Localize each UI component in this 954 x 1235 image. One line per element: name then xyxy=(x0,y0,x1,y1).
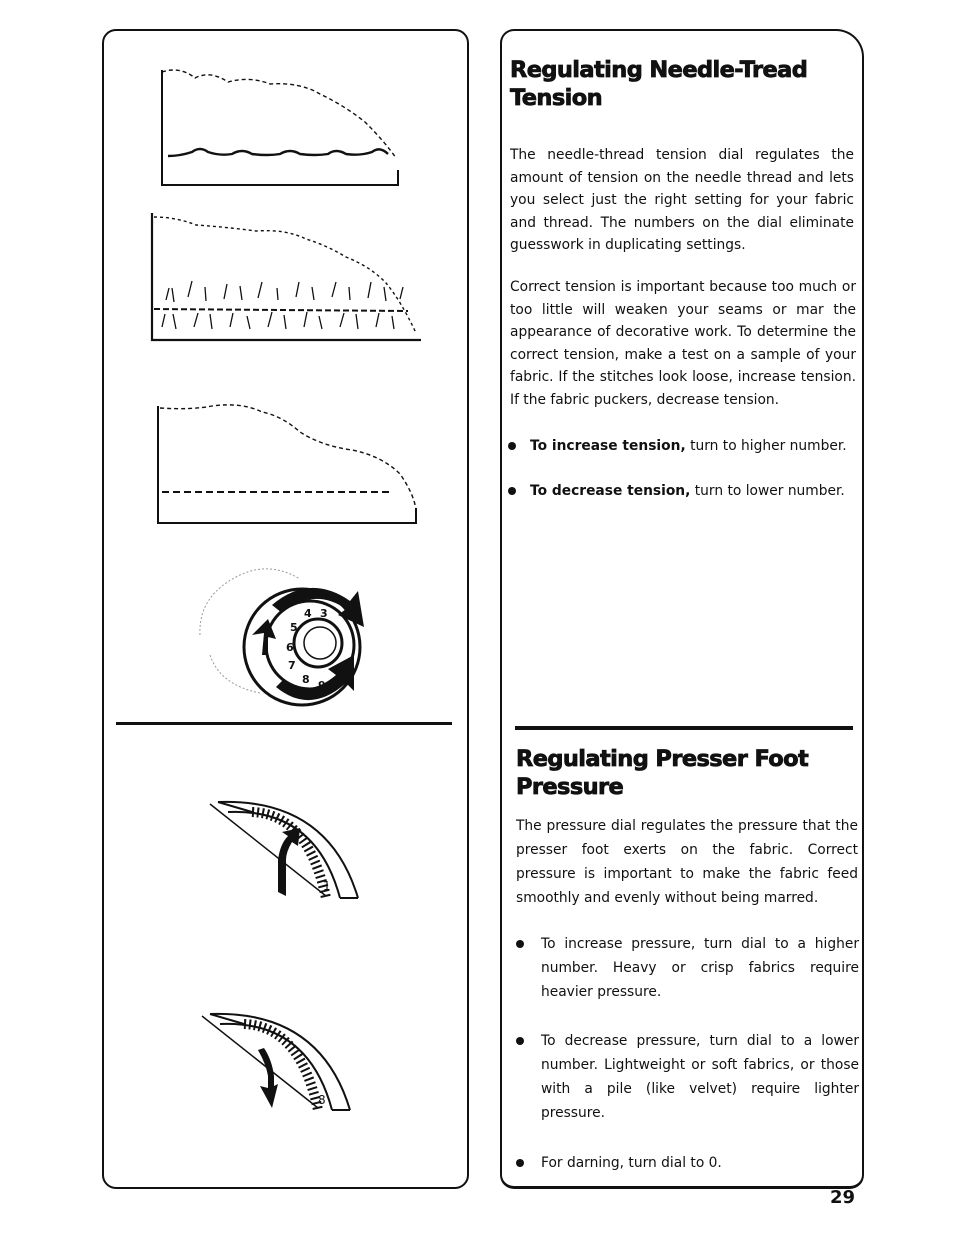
bullet-dot-icon xyxy=(516,940,524,948)
pressure-dial-number: 8 xyxy=(318,1093,326,1107)
pressure-dial-increase-illustration xyxy=(208,798,378,910)
bullet-text: For darning, turn dial to 0. xyxy=(541,1155,722,1171)
bullet-text: To increase pressure, turn dial to a higher number. Heavy or crisp fabrics require heavier pressure. xyxy=(541,936,859,1000)
tension-dial-number: 5 xyxy=(290,621,298,634)
tension-dial-number: 4 xyxy=(304,607,312,620)
pressure-paragraph: The pressure dial regulates the pressure that the presser foot exerts on the fabric. Correct pressure is important to make the fabric feed smoothly and evenly without being marred. xyxy=(516,818,858,906)
tension-dial-illustration xyxy=(190,555,380,715)
pressure-heading: Regulating Presser Foot Pressure xyxy=(516,746,809,800)
tension-dial-number: 3 xyxy=(320,607,328,620)
tension-dial-number: 8 xyxy=(302,673,310,686)
tension-paragraph: Correct tension is important because too much or too little will weaken your seams or mar the appearance of decorative work. To determine the correct tension, make a test on a sample of your fabric. If the stitches look loose, increase tension. If the fabric puckers, decrease tension. xyxy=(510,279,856,408)
bullet-text: turn to lower number. xyxy=(690,483,845,499)
right-section-divider xyxy=(515,726,853,730)
bullet-dot-icon xyxy=(516,1037,524,1045)
bullet-text: turn to higher number. xyxy=(685,438,847,454)
tension-heading: Regulating Needle-Tread Tension xyxy=(510,57,808,111)
stitch-sample-puckered-illustration xyxy=(146,205,431,350)
bullet-dot-icon xyxy=(508,487,516,495)
page-number: 29 xyxy=(830,1187,856,1208)
left-section-divider xyxy=(116,722,452,725)
tension-dial-number: 7 xyxy=(288,659,296,672)
tension-dial-number: 6 xyxy=(286,641,294,654)
pressure-dial-number: 1 xyxy=(323,879,331,893)
tension-paragraph: The needle-thread tension dial regulates the amount of tension on the needle thread and lets you select just the right setting for your fabric and thread. The numbers on the dial eliminate guesswork in duplicating settings. xyxy=(510,147,854,253)
stitch-sample-loose-illustration xyxy=(150,60,410,190)
bullet-term: To increase tension, xyxy=(530,438,686,454)
bullet-text: To decrease pressure, turn dial to a lower number. Lightweight or soft fabrics, or those with a pile (like velvet) require lighter pressure. xyxy=(541,1033,859,1121)
bullet-dot-icon xyxy=(516,1159,524,1167)
pressure-dial-decrease-illustration xyxy=(200,1010,370,1122)
stitch-sample-correct-illustration xyxy=(152,398,427,528)
bullet-dot-icon xyxy=(508,442,516,450)
bullet-term: To decrease tension, xyxy=(530,483,691,499)
tension-dial-number: 9 xyxy=(318,679,326,692)
